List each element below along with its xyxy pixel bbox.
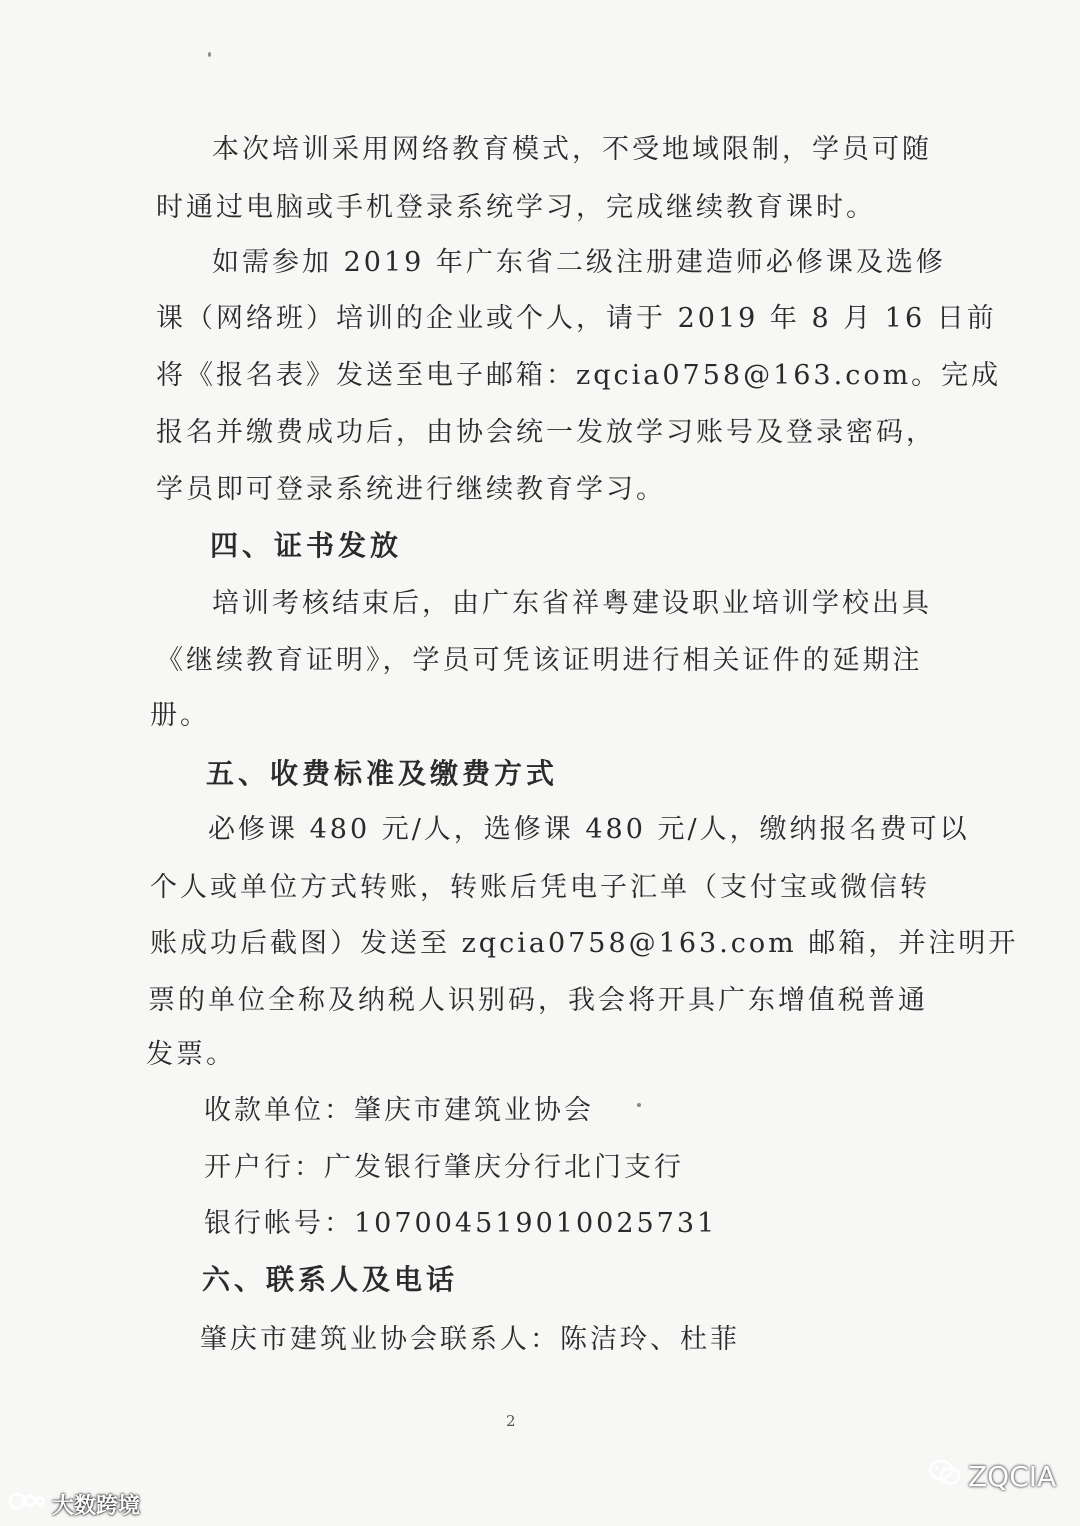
watermark-logo-icon — [8, 1488, 46, 1520]
paragraph-line: 报名并缴费成功后，由协会统一发放学习账号及登录密码， — [156, 417, 936, 448]
paragraph-line: 将《报名表》发送至电子邮箱：zqcia0758@163.com。完成 — [156, 360, 1002, 391]
paragraph-line: 账成功后截图）发送至 zqcia0758@163.com 邮箱，并注明开 — [150, 928, 1019, 959]
paragraph-line: 《继续教育证明》，学员可凭该证明进行相关证件的延期注 — [156, 645, 923, 676]
bank-line: 开户行：广发银行肇庆分行北门支行 — [204, 1152, 684, 1183]
contact-line: 肇庆市建筑业协会联系人：陈洁玲、杜菲 — [200, 1324, 740, 1355]
scan-speck — [208, 52, 211, 57]
watermark-right-text: ZQCIA — [968, 1460, 1057, 1493]
account-line: 银行帐号：107004519010025731 — [204, 1208, 718, 1239]
scan-speck — [637, 1103, 641, 1107]
wechat-icon — [928, 1458, 962, 1495]
paragraph-line: 学员即可登录系统进行继续教育学习。 — [156, 474, 666, 505]
paragraph-line: 本次培训采用网络教育模式，不受地域限制，学员可随 — [212, 134, 932, 165]
paragraph-line: 发票。 — [146, 1039, 236, 1070]
paragraph-line: 票的单位全称及纳税人识别码，我会将开具广东增值税普通 — [148, 985, 928, 1016]
paragraph-line: 时通过电脑或手机登录系统学习，完成继续教育课时。 — [156, 192, 876, 223]
page-number: 2 — [506, 1412, 516, 1430]
section-heading-fees: 五、收费标准及缴费方式 — [206, 757, 559, 790]
watermark-left-text: 大数跨境 — [52, 1493, 141, 1519]
watermark-left — [8, 1488, 140, 1520]
payee-line: 收款单位：肇庆市建筑业协会 — [204, 1095, 594, 1126]
section-heading-contact: 六、联系人及电话 — [202, 1263, 459, 1296]
section-heading-certificate: 四、证书发放 — [210, 529, 403, 562]
paragraph-line: 培训考核结束后，由广东省祥粤建设职业培训学校出具 — [212, 588, 932, 619]
watermark-right — [928, 1458, 1056, 1495]
paragraph-line: 必修课 480 元/人，选修课 480 元/人，缴纳报名费可以 — [208, 814, 970, 845]
paragraph-line: 册。 — [150, 700, 210, 731]
paragraph-line: 如需参加 2019 年广东省二级注册建造师必修课及选修 — [212, 247, 946, 278]
paragraph-line: 个人或单位方式转账，转账后凭电子汇单（支付宝或微信转 — [150, 872, 930, 903]
paragraph-line: 课（网络班）培训的企业或个人，请于 2019 年 8 月 16 日前 — [156, 303, 997, 334]
